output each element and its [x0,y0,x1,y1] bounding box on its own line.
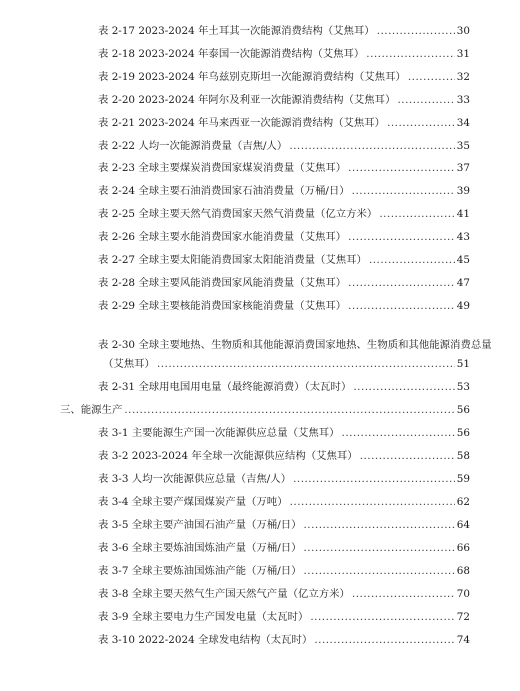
toc-leader-dots [360,450,455,462]
toc-entry-label: 表 2-18 2023-2024 年泰国一次能源消费结构（艾焦耳） [98,48,365,60]
toc-entry[interactable] [98,490,470,508]
toc-section-heading[interactable] [60,398,470,416]
toc-entry[interactable] [98,605,470,623]
toc-entry-label: 表 2-31 全球用电国用电量（最终能源消费）（太瓦时） [98,381,352,393]
toc-entry-label: 表 2-19 2023-2024 年乌兹别克斯坦一次能源消费结构（艾焦耳） [98,71,406,83]
toc-entry-label: 表 2-29 全球主要核能消费国家核能消费量（艾焦耳） [98,300,347,312]
toc-page-number: 56 [456,427,470,439]
toc-page-number: 59 [456,473,470,485]
toc-leader-dots [369,254,455,266]
toc-page-number: 47 [456,277,470,289]
toc-leader-dots [348,231,455,243]
toc-leader-dots [124,404,454,416]
toc-entry-label: 表 2-26 全球主要水能消费国家水能消费量（艾焦耳） [98,231,347,243]
toc-page-number: 32 [456,71,470,83]
toc-entry-label: 表 2-17 2023-2024 年土耳其一次能源消费结构（艾焦耳） [98,25,375,37]
toc-page-number: 34 [456,117,470,129]
toc-entry[interactable] [98,421,470,439]
toc-entry[interactable] [98,271,470,289]
toc-entry-label: 表 2-21 2023-2024 年马来西亚一次能源消费结构（艾焦耳） [98,117,386,129]
toc-leader-dots [314,634,454,646]
toc-page-number: 68 [456,565,470,577]
toc-entry[interactable] [98,179,470,197]
toc-entry[interactable] [98,582,470,600]
toc-entry[interactable] [98,294,470,312]
toc-entry[interactable] [98,467,470,485]
toc-leader-dots [289,140,454,152]
toc-leader-dots [348,277,455,289]
toc-entry[interactable] [98,225,470,243]
toc-entry[interactable] [103,352,470,370]
toc-leader-dots [377,25,455,37]
toc-entry[interactable] [98,248,470,266]
toc-page-number: 53 [456,381,470,393]
toc-page-number: 72 [456,611,470,623]
toc-page-number: 33 [456,94,470,106]
toc-page-number: 70 [456,588,470,600]
toc-page-number: 49 [456,300,470,312]
toc-page-number: 39 [456,185,470,197]
toc-entry[interactable] [98,156,470,174]
toc-entry[interactable] [98,19,470,37]
toc-entry[interactable] [98,375,470,393]
toc-entry-label: 表 3-8 全球主要天然气生产国天然气产量（亿立方米） [98,588,350,600]
toc-leader-dots [303,565,454,577]
toc-entry-label: 表 2-25 全球主要天然气消费国家天然气消费量（亿立方米） [98,208,378,220]
toc-entry[interactable] [98,111,470,129]
toc-leader-dots [397,94,454,106]
toc-entry-label: 表 3-3 人均一次能源供应总量（吉焦/人） [98,473,292,485]
toc-entry[interactable] [98,444,470,462]
toc-entry[interactable] [98,88,470,106]
toc-page-number: 56 [456,404,470,416]
toc-page-number: 35 [456,140,470,152]
toc-leader-dots [366,48,454,60]
toc-entry-label: 表 2-20 2023-2024 年阿尔及利亚一次能源消费结构（艾焦耳） [98,94,396,106]
toc-page-number: 58 [456,450,470,462]
toc-entry-label: 表 3-4 全球主要产煤国煤炭产量（万吨） [98,496,288,508]
toc-leader-dots [408,71,455,83]
toc-leader-dots [293,473,455,485]
toc-leader-dots [303,542,454,554]
toc-entry-label: 表 3-9 全球主要电力生产国发电量（太瓦时） [98,611,309,623]
toc-page-number: 37 [456,162,470,174]
toc-page-number: 41 [456,208,470,220]
toc-leader-dots [387,117,455,129]
toc-leader-dots [290,496,455,508]
toc-leader-dots [352,185,455,197]
toc-entry-label: 表 2-24 全球主要石油消费国家石油消费量（万桶/日） [98,185,350,197]
toc-page-number: 30 [456,25,470,37]
toc-entry[interactable] [98,202,470,220]
toc-page-number: 51 [456,358,470,370]
toc-entry[interactable] [98,513,470,531]
toc-leader-dots [379,208,454,220]
toc-page-number: 66 [456,542,470,554]
toc-entry[interactable] [98,559,470,577]
toc-entry-label: 三、能源生产 [60,404,123,416]
toc-entry-label: 表 2-28 全球主要风能消费国家风能消费量（艾焦耳） [98,277,347,289]
toc-entry-2-30-line1[interactable]: 表 2-30 全球主要地热、生物质和其他能源消费国家地热、生物质和其他能源消费总量 [98,339,492,351]
toc-entry[interactable] [98,536,470,554]
toc-page-number: 74 [456,634,470,646]
toc-leader-dots [352,588,455,600]
toc-entry-label: 表 2-27 全球主要太阳能消费国家太阳能消费量（艾焦耳） [98,254,367,266]
toc-page-number: 45 [456,254,470,266]
toc-entry-label: 表 2-22 人均一次能源消费量（吉焦/人） [98,140,288,152]
toc-leader-dots [348,162,455,174]
toc-page-number: 62 [456,496,470,508]
toc-entry-label: 表 3-2 2023-2024 年全球一次能源供应结构（艾焦耳） [98,450,358,462]
toc-entry-label: （艾焦耳） [103,358,155,370]
toc-entry-label: 表 3-5 全球主要产油国石油产量（万桶/日） [98,519,302,531]
toc-leader-dots [353,381,454,393]
toc-entry-label: 表 3-1 主要能源生产国一次能源供应总量（艾焦耳） [98,427,340,439]
toc-entry[interactable] [98,134,470,152]
toc-page-number: 43 [456,231,470,243]
toc-entry[interactable] [98,628,470,646]
toc-entry-label: 表 3-10 2022-2024 全球发电结构（太瓦时） [98,634,313,646]
toc-leader-dots [310,611,454,623]
toc-leader-dots [157,358,455,370]
toc-page-number: 64 [456,519,470,531]
toc-page-number: 31 [456,48,470,60]
toc-leader-dots [303,519,454,531]
toc-leader-dots [342,427,455,439]
toc-entry[interactable] [98,65,470,83]
toc-entry[interactable] [98,42,470,60]
toc-entry-label: 表 2-23 全球主要煤炭消费国家煤炭消费量（艾焦耳） [98,162,347,174]
toc-leader-dots [348,300,455,312]
toc-entry-label: 表 3-7 全球主要炼油国炼油产能（万桶/日） [98,565,302,577]
toc-entry-label: 表 3-6 全球主要炼油国炼油产量（万桶/日） [98,542,302,554]
